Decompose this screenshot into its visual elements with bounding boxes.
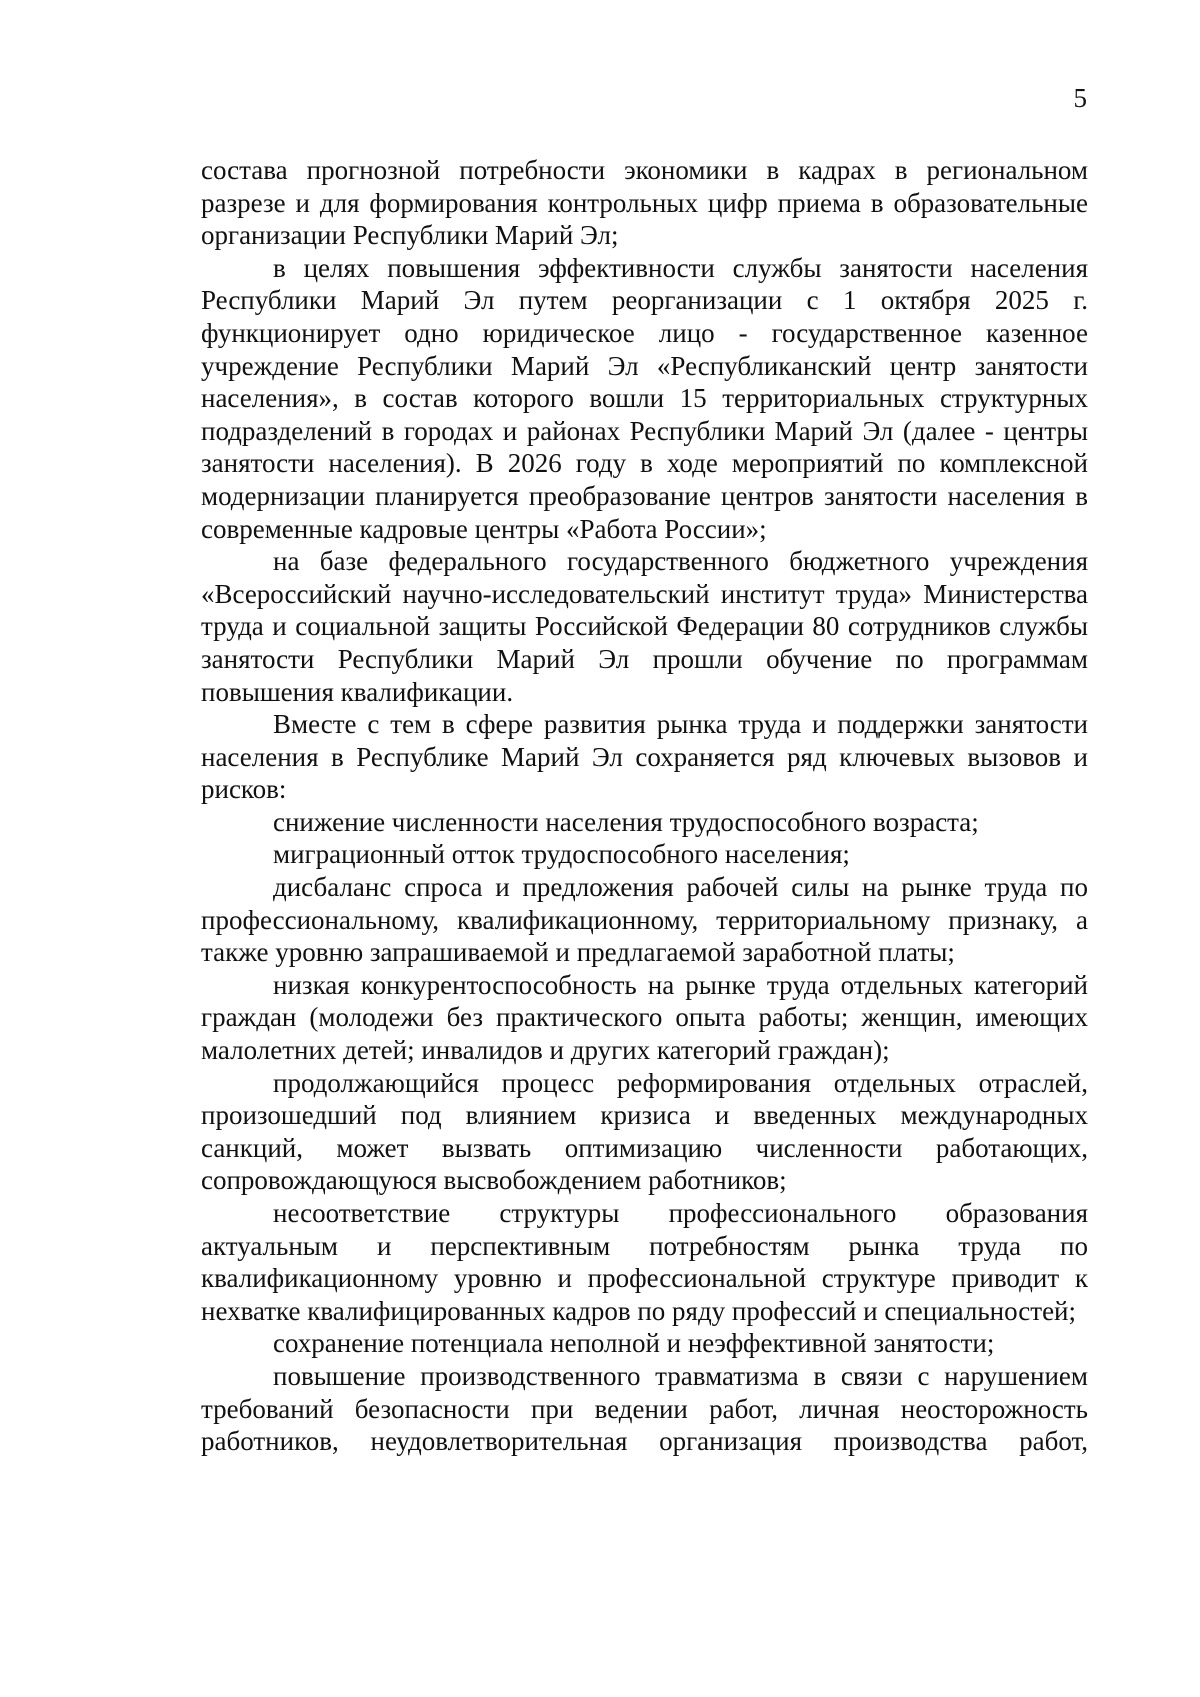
body-text <box>201 154 1088 1458</box>
page-number: 5 <box>1073 83 1087 113</box>
paragraph: повышение производственного травматизма в связи с нарушением требований безопасности при ведении работ, личная неосторожность работников, неудовлетворительная организация производства работ, <box>201 1360 1088 1457</box>
paragraph: Вместе с тем в сфере развития рынка труда и поддержки занятости населения в Республике Марий Эл сохраняется ряд ключевых вызовов и рисков: <box>201 709 1088 805</box>
paragraph: в целях повышения эффективности службы занятости населения Республики Марий Эл путем реорганизации с 1 октября 2025 г. функционирует одно юридическое лицо - государственное казенное учреждение Республики Марий Эл «Республиканский центр занятости населения», в состав которого вошли 15 территориальных структурных подразделений в городах и районах Республики Марий Эл (далее - центры занятости населения). В 2026 году в ходе мероприятий по комплексной модернизации планируется преобразование центров занятости населения в современные кадровые центры «Работа России»; <box>201 252 1088 544</box>
paragraph: продолжающийся процесс реформирования отдельных отраслей, произошедший под влиянием кризиса и введенных международных санкций, может вызвать оптимизацию численности работающих, сопровождающуюся высвобождением работников; <box>201 1067 1088 1196</box>
paragraph: миграционный отток трудоспособного населения; <box>273 839 850 870</box>
paragraph: несоответствие структуры профессионального образования актуальным и перспективным потребностям рынка труда по квалификационному уровню и профессиональной структуре приводит к нехватке квалифицированных кадров по ряду профессий и специальностей; <box>201 1198 1088 1326</box>
paragraph: снижение численности населения трудоспособного возраста; <box>273 806 979 837</box>
paragraph: состава прогнозной потребности экономики в кадрах в региональном разрезе и для формирования контрольных цифр приема в образовательные организации Республики Марий Эл; <box>201 155 1088 251</box>
paragraph: сохранение потенциала неполной и неэффективной занятости; <box>273 1328 995 1359</box>
paragraph: на базе федерального государственного бюджетного учреждения «Всероссийский научно-исследовательский институт труда» Министерства труда и социальной защиты Российской Федерации 80 сотрудников службы занятости Республики Марий Эл прошли обучение по программам повышения квалификации. <box>201 546 1088 707</box>
paragraph: низкая конкурентоспособность на рынке труда отдельных категорий граждан (молодежи без практического опыта работы; женщин, имеющих малолетних детей; инвалидов и других категорий граждан); <box>201 969 1088 1066</box>
paragraph: дисбаланс спроса и предложения рабочей силы на рынке труда по профессиональному, квалификационному, территориальному признаку, а также уровню запрашиваемой и предлагаемой заработной платы; <box>201 872 1088 968</box>
